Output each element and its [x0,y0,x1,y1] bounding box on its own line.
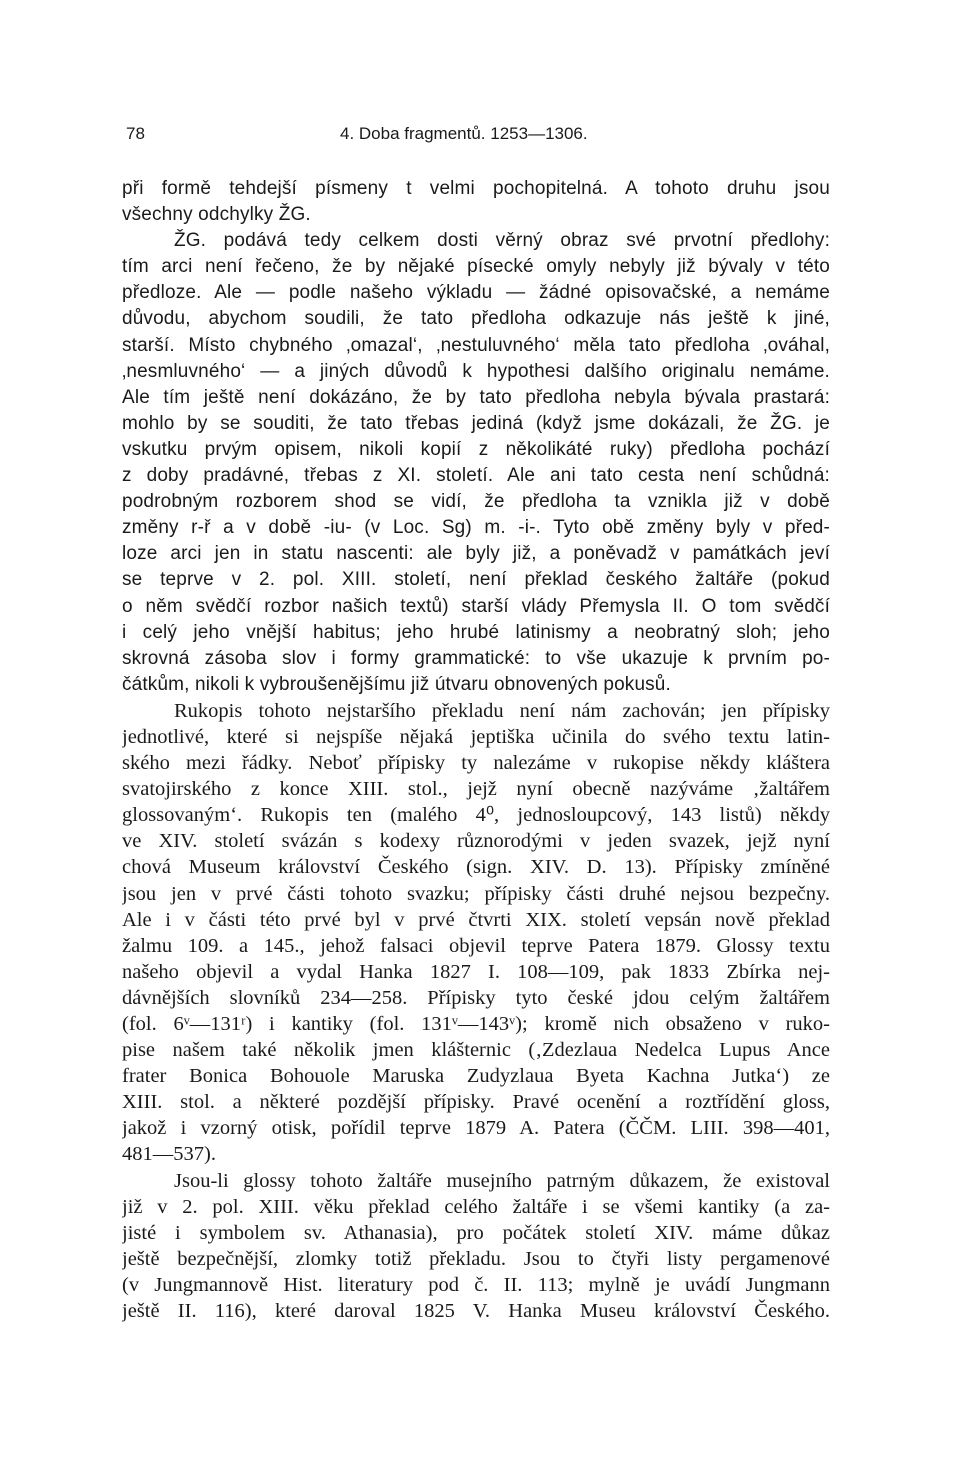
text-line: jednotlivé, které si nejspíše nějaká jeptiška učinila do svého textu latin- [122,725,830,748]
text-line: již v 2. pol. XIII. věku překlad celého žaltáře i se všemi kantiky (a za- [122,1195,830,1218]
text-line: ského mezi řádky. Neboť přípisky ty nalezáme v rukopise někdy kláštera [122,752,830,775]
text-line: jisté i symbolem sv. Athanasia), pro počátek století XIV. máme důkaz [122,1221,830,1244]
text-line: starší. Místo chybného ‚omazal‘, ‚nestuluvného‘ měla tato předloha ‚ováhal, [122,334,830,356]
text-line: chová Museum království Českého (sign. XIV. D. 13). Přípisky zmíněné [122,856,830,879]
page-number: 78 [126,124,145,143]
text-line: Rukopis tohoto nejstaršího překladu není nám zachován; jen přípisky [174,699,830,722]
text-line: ‚nesmluvného‘ — a jiných důvodů k hypothesi dalšího originalu nemáme. [122,360,830,382]
text-line: předloze. Ale — podle našeho výkladu — žádné opisovačské, a nemáme [122,282,830,304]
text-line: důvodu, abychom soudili, že tato předloha odkazuje nás ještě k jiné, [122,308,830,330]
text-line: XIII. stol. a některé pozdější přípisky. Pravé ocenění a roztřídění gloss, [122,1091,830,1114]
text-line: ŽG. podává tedy celkem dosti věrný obraz své prvotní předlohy: [174,230,830,252]
text-line: svatojirského z konce XIII. stol., jejž nyní obecně nazýváme ‚žaltářem [122,778,830,801]
text-line: jsou jen v prvé části tohoto svazku; přípisky části druhé nejsou bezpečny. [122,882,830,905]
text-line: všechny odchylky ŽG. [122,204,311,226]
running-header [126,124,826,154]
text-line: ještě bezpečnější, zlomky totiž překladu. Jsou to čtyři listy pergamenové [122,1247,830,1270]
text-line: mohlo by se souditi, že tato třebas jediná (když jsme dokázali, že ŽG. je [122,412,830,434]
text-line: jakož i vzorný otisk, pořídil teprve 1879 A. Patera (ČČM. LIII. 398—401, [122,1117,830,1140]
text-line: 481—537). [122,1143,216,1166]
text-line: z doby pradávné, třebas z XI. století. Ale ani tato cesta není schůdná: [122,465,830,487]
text-line: vskutku prvým opisem, nikoli kopií z několikáté ruky) předloha pochází [122,438,830,460]
text-line: Jsou-li glossy tohoto žaltáře musejního patrným důkazem, že existoval [174,1169,830,1192]
text-line: frater Bonica Bohouole Maruska Zudyzlaua Byeta Kachna Jutka‘) ze [122,1065,830,1088]
body-text [122,176,830,1324]
text-line: našeho objevil a vydal Hanka 1827 I. 108—109, pak 1833 Zbírka nej- [122,960,830,983]
text-line: o něm svědčí rozbor našich textů) starší vlády Přemysla II. O tom svědčí [122,595,830,617]
text-line: Ale tím ještě není dokázáno, že by tato předloha nebyla bývala prastará: [122,386,830,408]
text-line: se teprve v 2. pol. XIII. století, není překlad českého žaltáře (pokud [122,569,830,591]
text-line: pise našem také několik jmen klášternic (‚Zdezlaua Nedelca Lupus Ance [122,1039,830,1062]
text-line: (fol. 6ᵛ—131ʳ) i kantiky (fol. 131ᵛ—143ᵛ); kromě nich obsaženo v ruko- [122,1013,830,1035]
text-line: čátkům, nikoli k vybroušenějšímu již útvaru obnovených pokusů. [122,673,671,695]
text-line: tím arci není řečeno, že by nějaké písecké omyly nebyly již bývaly v této [122,256,830,278]
text-line: Ale i v části této prvé byl v prvé čtvrti XIX. století vepsán nově překlad [122,908,830,931]
running-title: 4. Doba fragmentů. 1253—1306. [340,124,588,143]
text-line: podrobným rozborem shod se vidí, že předloha ta vznikla již v době [122,491,830,513]
text-line: změny r-ř a v době -iu- (v Loc. Sg) m. -i-. Tyto obě změny byly v před- [122,517,830,539]
text-line: loze arci jen in statu nascenti: ale byly již, a poněvadž v památkách jeví [122,543,830,565]
text-line: glossovaným‘. Rukopis ten (malého 4⁰, jednosloupcový, 143 listů) někdy [122,804,830,827]
text-line: ještě II. 116), které daroval 1825 V. Hanka Museu království Českého. [122,1300,830,1323]
text-line: ve XIV. století svázán s kodexy různorodými v jeden svazek, jejž nyní [122,830,830,853]
text-line: skrovná zásoba slov i formy grammatické: to vše ukazuje k prvním po- [122,647,830,669]
text-line: při formě tehdejší písmeny t velmi pochopitelná. A tohoto druhu jsou [122,178,830,199]
text-line: i celý jeho vnější habitus; jeho hrubé latinismy a neobratný sloh; jeho [122,621,830,643]
text-line: (v Jungmannově Hist. literatury pod č. II. 113; mylně je uvádí Jungmann [122,1273,830,1296]
text-line: žalmu 109. a 145., jehož falsaci objevil teprve Patera 1879. Glossy textu [122,934,830,957]
text-line: dávnějších slovníků 234—258. Přípisky tyto české jdou celým žaltářem [122,986,830,1009]
